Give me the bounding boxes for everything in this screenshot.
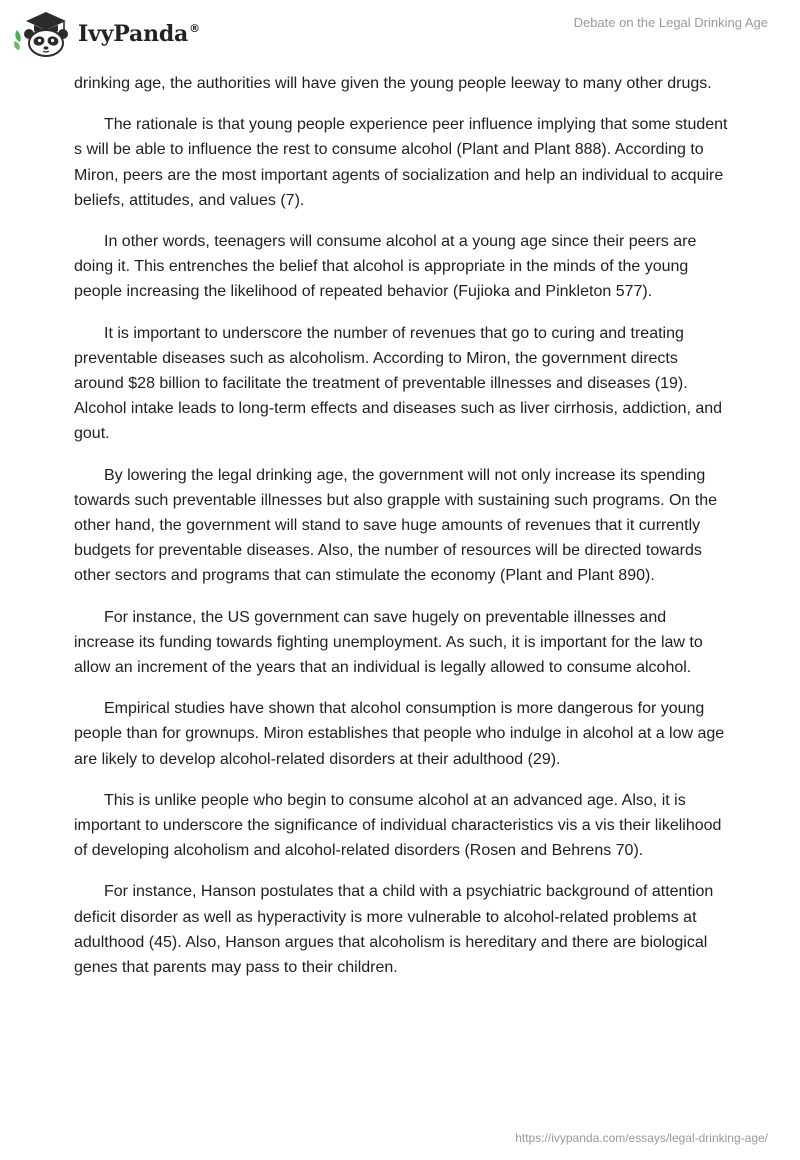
document-title: Debate on the Legal Drinking Age (573, 15, 768, 30)
logo-text: IvyPanda (78, 21, 189, 47)
source-url-link[interactable]: https://ivypanda.com/essays/legal-drinking-age/ (515, 1131, 768, 1145)
logo-registered-mark: ® (189, 22, 200, 35)
paragraph: By lowering the legal drinking age, the government will not only increase its spending towards such preventable illnesses but also grapple with sustaining such programs. On the other hand, the government will stand to save huge amounts of revenues that it currently budgets for preventable diseases. Also, the number of resources will be directed towards other sectors and programs that can stimulate the economy (Plant and Plant 890). (74, 466, 718, 585)
paragraph: In other words, teenagers will consume alcohol at a young age since their peers are doing it. This entrenches the belief that alcohol is appropriate in the minds of the young people increasing the likelihood of repeated behavior (Fujioka and Pinkleton 577). (74, 233, 697, 301)
paragraph: Empirical studies have shown that alcohol consumption is more dangerous for young people than for grownups. Miron establishes that people who indulge in alcohol at a low age are likely to develop alcohol-related disorders at their adulthood (29). (74, 700, 725, 768)
paragraph: drinking age, the authorities will have given the young people leeway to many other drugs. (74, 75, 712, 92)
paragraph: This is unlike people who begin to consume alcohol at an advanced age. Also, it is important to underscore the significance of individual characteristics vis a vis their likelihood of developing alcoholism and alcohol-related disorders (Rosen and Behrens 70). (74, 791, 722, 860)
page-header (0, 0, 800, 70)
paragraph: For instance, Hanson postulates that a child with a psychiatric background of attention deficit disorder as well as hyperactivity is more vulnerable to alcohol-related problems at adulthood (45). Also, Hanson argues that alcoholism is hereditary and there are biological genes that parents may pass to their children. (74, 883, 714, 977)
panda-mascot-icon (14, 8, 72, 58)
paragraph: It is important to underscore the number of revenues that go to curing and treating preventable diseases such as alcoholism. According to Miron, the government directs around $28 billion to facilitate the treatment of preventable illnesses and diseases (19). Alcohol intake leads to long-term effects and diseases such as liver cirrhosis, addiction, and gout. (74, 324, 723, 443)
ivypanda-logo[interactable] (14, 8, 200, 58)
essay-body (74, 71, 730, 996)
paragraph: For instance, the US government can save hugely on preventable illnesses and increase its funding towards fighting unemployment. As such, it is important for the law to allow an increment of the years that an individual is legally allowed to consume alcohol. (74, 608, 703, 677)
logo-wordmark (78, 21, 200, 47)
paragraph: The rationale is that young people experience peer influence implying that some student s will be able to influence the rest to consume alcohol (Plant and Plant 888). According to Miron, peers are the most important agents of socialization and help an individual to acquire beliefs, attitudes, and values (7). (74, 116, 728, 209)
